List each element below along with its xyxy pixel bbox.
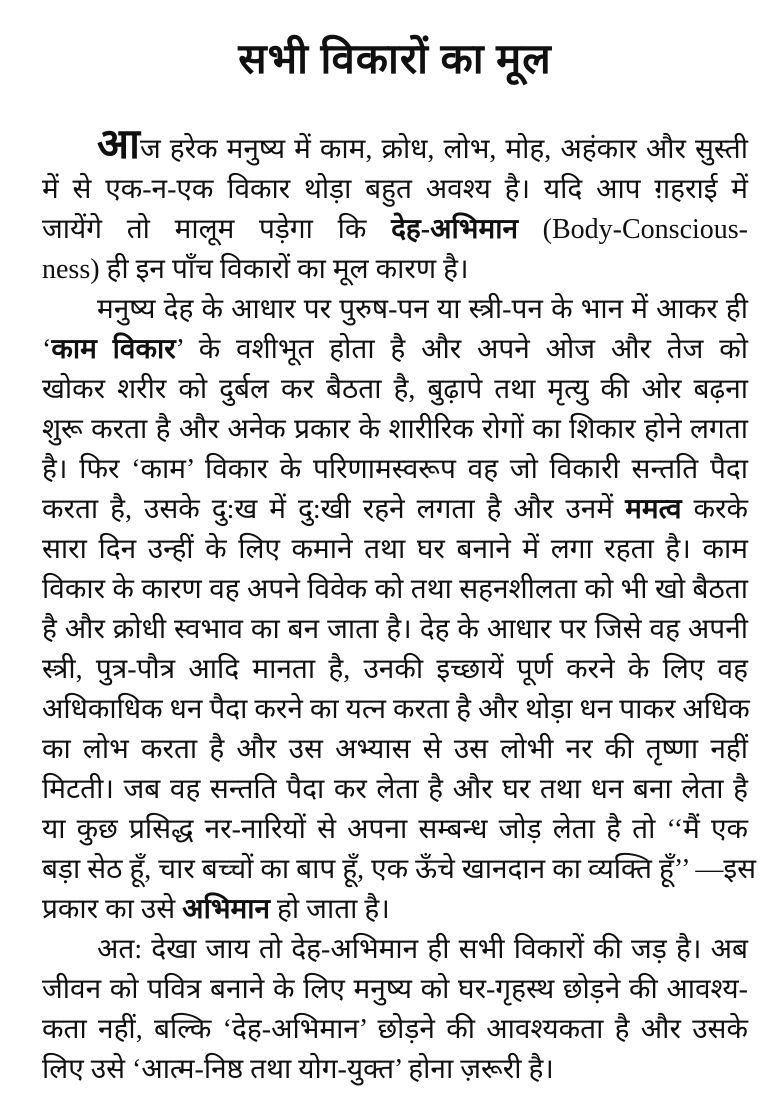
body-text: ज हरेक मनुष्य में काम, क्रोध, लोभ, मोह, अहंकार और सुस्ती	[139, 134, 748, 165]
body-text: विकार के कारण वह अपने विवेक को तथा सहनशीलता को भी खो बैठता	[42, 574, 748, 605]
document-body	[42, 122, 757, 1090]
body-text: (Body-Conscious-	[518, 214, 749, 245]
text-line	[42, 690, 748, 730]
text-line	[42, 250, 748, 290]
text-line	[42, 1010, 748, 1050]
body-text: जायेंगे तो मालूम पड़ेगा कि	[42, 214, 392, 245]
text-line	[42, 610, 748, 650]
text-line	[42, 650, 748, 690]
body-text: ‘	[42, 334, 52, 365]
dropcap-letter: आ	[97, 122, 140, 168]
body-text: शुरू करता है और अनेक प्रकार के शारीरिक रोगों का शिकार होने लगता	[42, 414, 748, 445]
emphasis-text: काम विकार	[51, 334, 176, 365]
text-line	[42, 290, 748, 330]
text-line	[42, 370, 748, 410]
body-text: करके	[681, 494, 748, 525]
text-line	[42, 330, 748, 370]
body-text: कता नहीं, बल्कि ‘देह-अभिमान’ छोड़ने की आवश्यकता है और उसके	[42, 1014, 748, 1045]
body-text: ’ के वशीभूत होता है और अपने ओज और तेज को	[175, 334, 748, 365]
page-title: सभी विकारों का मूल	[238, 37, 552, 83]
body-text: सारा दिन उन्हीं के लिए कमाने तथा घर बनाने में लगा रहता है। काम	[42, 534, 748, 565]
text-line	[42, 930, 748, 970]
body-text: ness) ही इन पाँच विकारों का मूल कारण है।	[42, 254, 469, 285]
body-text: है और क्रोधी स्वभाव का बन जाता है। देह के आधार पर जिसे वह अपनी	[42, 614, 748, 645]
text-line	[42, 970, 748, 1010]
text-line	[42, 570, 748, 610]
body-text: मिटती। जब वह सन्तति पैदा कर लेता है और घर तथा धन बना लेता है	[42, 774, 748, 805]
text-line	[42, 170, 748, 210]
body-text: अत: देखा जाय तो देह-अभिमान ही सभी विकारों की जड़ है। अब	[97, 934, 748, 965]
body-text: हो जाता है।	[270, 894, 390, 925]
text-line	[42, 850, 757, 890]
text-line	[42, 1050, 748, 1090]
text-line	[42, 530, 748, 570]
body-text: है। फिर ‘काम’ विकार के परिणामस्वरूप वह जो विकारी सन्तति पैदा	[42, 454, 748, 485]
body-text: जीवन को पवित्र बनाने के लिए मनुष्य को घर-गृहस्थ छोड़ने की आवश्य-	[42, 974, 748, 1005]
text-line	[42, 770, 748, 810]
emphasis-text: देह-अभिमान	[391, 214, 518, 245]
body-text: प्रकार का उसे	[42, 894, 183, 925]
text-line	[42, 490, 748, 530]
emphasis-text: अभिमान	[182, 894, 271, 925]
text-line	[42, 210, 748, 250]
body-text: मनुष्य देह के आधार पर पुरुष-पन या स्त्री-पन के भान में आकर ही	[97, 294, 748, 325]
body-text: करता है, उसके दु:ख में दु:खी रहने लगता है और उनमें	[42, 494, 626, 525]
text-line	[42, 810, 748, 850]
body-text: में से एक-न-एक विकार थोड़ा बहुत अवश्य है। यदि आप ग़हराई में	[42, 174, 748, 205]
text-line	[42, 730, 748, 770]
emphasis-text: ममत्व	[625, 494, 682, 525]
body-text: बड़ा सेठ हूँ, चार बच्चों का बाप हूँ, एक ऊँचे खानदान का व्यक्ति हूँ’’ —इस	[42, 854, 757, 885]
body-text: स्त्री, पुत्र-पौत्र आदि मानता है, उनकी इच्छायें पूर्ण करने के लिए वह	[42, 654, 748, 685]
text-line	[42, 890, 748, 930]
text-line	[42, 450, 748, 490]
body-text: अधिकाधिक धन पैदा करने का यत्न करता है और थोड़ा धन पाकर अधिक	[42, 694, 750, 725]
body-text: खोकर शरीर को दुर्बल कर बैठता है, बुढ़ापे तथा मृत्यु की ओर बढ़ना	[42, 374, 748, 405]
body-text: या कुछ प्रसिद्ध नर-नारियों से अपना सम्बन्ध जोड़ लेता है तो ‘‘मैं एक	[42, 814, 748, 845]
text-line	[42, 122, 748, 170]
body-text: लिए उसे ‘आत्म-निष्ठ तथा योग-युक्त’ होना ज़रूरी है।	[42, 1054, 554, 1085]
text-line	[42, 410, 748, 450]
body-text: का लोभ करता है और उस अभ्यास से उस लोभी नर की तृष्णा नहीं	[42, 734, 748, 765]
